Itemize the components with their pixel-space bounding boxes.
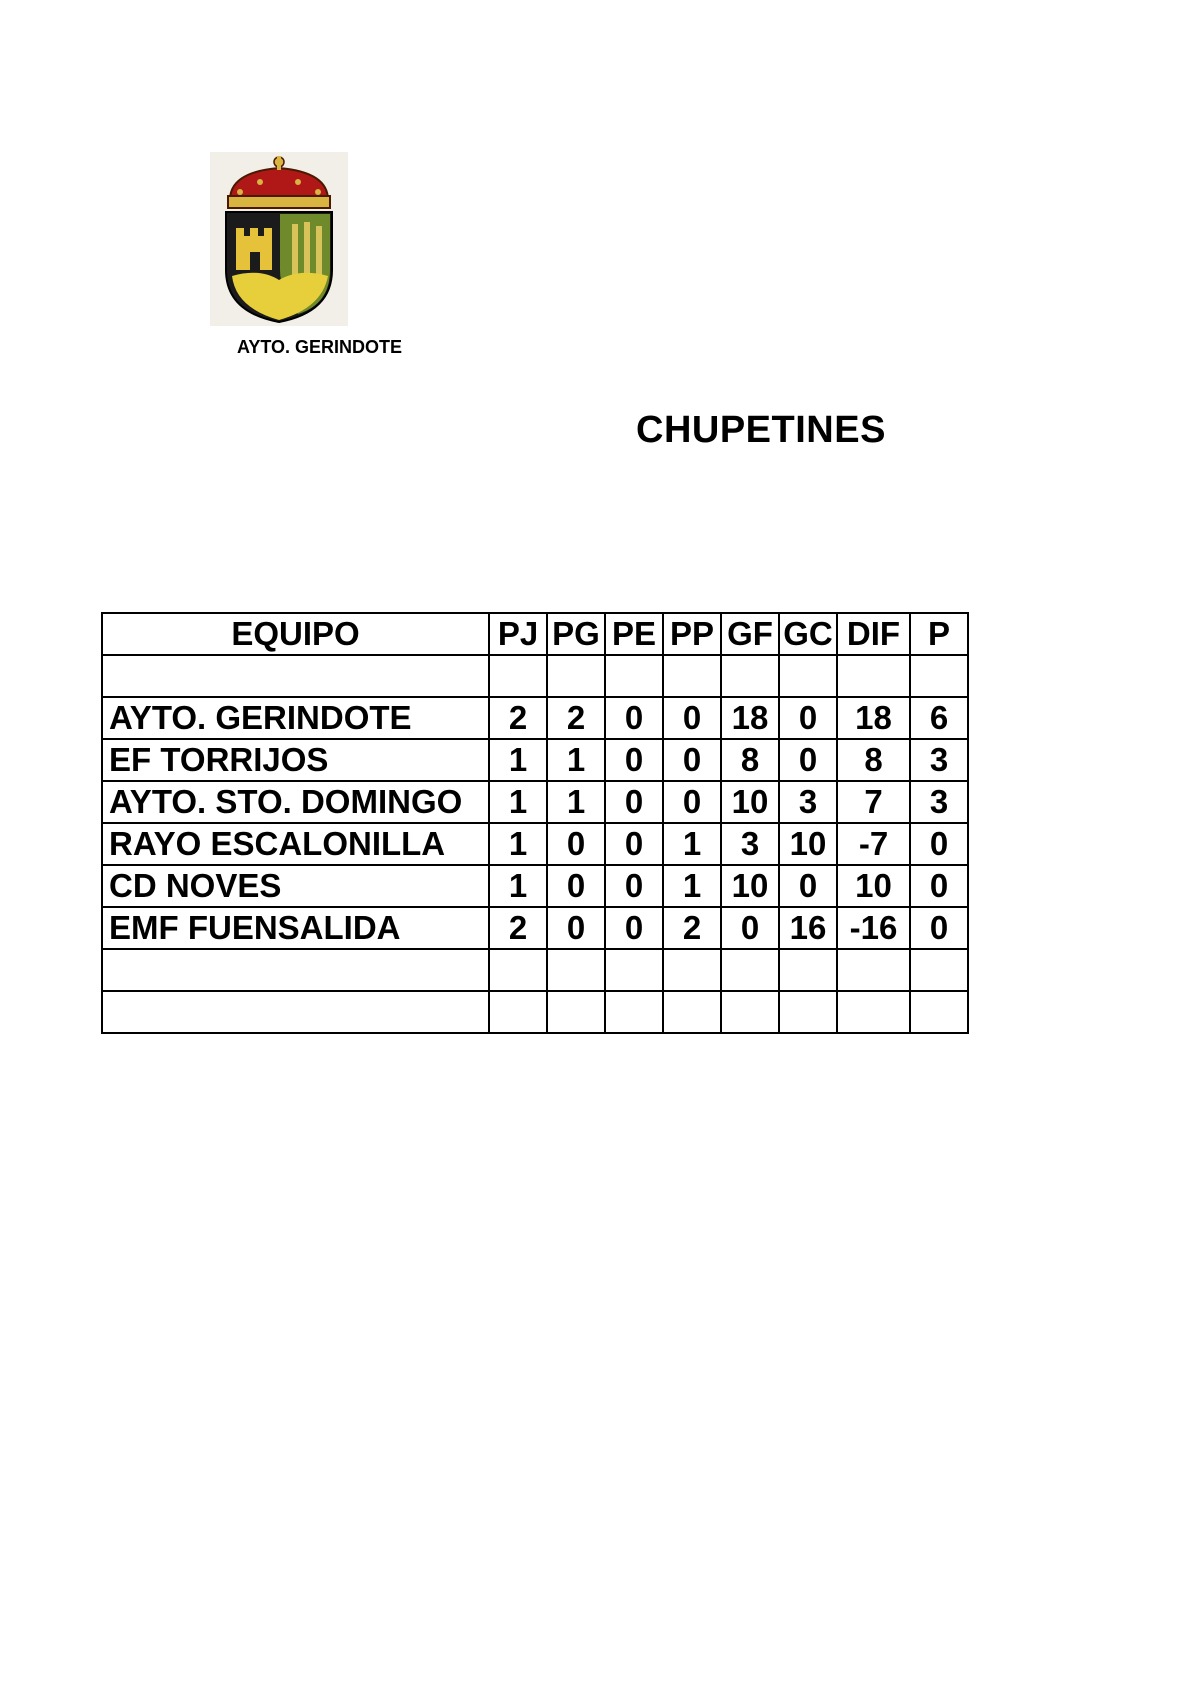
gf-cell <box>721 655 779 697</box>
points-cell: 3 <box>910 781 968 823</box>
gc-cell <box>779 655 837 697</box>
gc-cell: 16 <box>779 907 837 949</box>
table-row <box>102 991 968 1033</box>
pe-cell: 0 <box>605 697 663 739</box>
pj-cell: 2 <box>489 697 547 739</box>
pp-cell: 1 <box>663 865 721 907</box>
points-cell: 6 <box>910 697 968 739</box>
pp-cell <box>663 949 721 991</box>
table-row <box>102 907 968 949</box>
team-cell: CD NOVES <box>102 865 489 907</box>
standings-table <box>101 612 969 1034</box>
gf-cell: 10 <box>721 781 779 823</box>
table-row <box>102 865 968 907</box>
table-row <box>102 781 968 823</box>
header-pj: PJ <box>489 613 547 655</box>
header-pp: PP <box>663 613 721 655</box>
pe-cell: 0 <box>605 865 663 907</box>
points-cell: 0 <box>910 823 968 865</box>
pj-cell: 1 <box>489 823 547 865</box>
gc-cell <box>779 991 837 1033</box>
team-cell: EMF FUENSALIDA <box>102 907 489 949</box>
gc-cell <box>779 949 837 991</box>
team-cell <box>102 949 489 991</box>
gf-cell: 18 <box>721 697 779 739</box>
pp-cell: 1 <box>663 823 721 865</box>
pg-cell <box>547 655 605 697</box>
team-cell <box>102 655 489 697</box>
team-cell: EF TORRIJOS <box>102 739 489 781</box>
pg-cell: 0 <box>547 865 605 907</box>
dif-cell: 10 <box>837 865 910 907</box>
gc-cell: 10 <box>779 823 837 865</box>
pg-cell <box>547 991 605 1033</box>
table-header-row <box>102 613 968 655</box>
header-gc: GC <box>779 613 837 655</box>
table-row <box>102 949 968 991</box>
pg-cell: 1 <box>547 739 605 781</box>
pe-cell: 0 <box>605 823 663 865</box>
gc-cell: 0 <box>779 739 837 781</box>
pj-cell <box>489 655 547 697</box>
table-row <box>102 655 968 697</box>
page-title: CHUPETINES <box>636 409 886 451</box>
gc-cell: 0 <box>779 865 837 907</box>
pg-cell <box>547 949 605 991</box>
dif-cell: -16 <box>837 907 910 949</box>
header-equipo: EQUIPO <box>102 613 489 655</box>
pg-cell: 2 <box>547 697 605 739</box>
gf-cell: 10 <box>721 865 779 907</box>
crest-caption: AYTO. GERINDOTE <box>237 337 403 357</box>
team-cell: RAYO ESCALONILLA <box>102 823 489 865</box>
header-pe: PE <box>605 613 663 655</box>
pj-cell: 1 <box>489 781 547 823</box>
team-cell <box>102 991 489 1033</box>
pe-cell <box>605 991 663 1033</box>
gc-cell: 0 <box>779 697 837 739</box>
gf-cell <box>721 949 779 991</box>
pp-cell <box>663 655 721 697</box>
dif-cell: 7 <box>837 781 910 823</box>
pe-cell: 0 <box>605 739 663 781</box>
gf-cell: 8 <box>721 739 779 781</box>
dif-cell: -7 <box>837 823 910 865</box>
gf-cell: 3 <box>721 823 779 865</box>
pp-cell: 0 <box>663 739 721 781</box>
points-cell <box>910 991 968 1033</box>
team-cell: AYTO. STO. DOMINGO <box>102 781 489 823</box>
pg-cell: 1 <box>547 781 605 823</box>
municipal-crest-logo <box>210 152 348 326</box>
pp-cell <box>663 991 721 1033</box>
pe-cell: 0 <box>605 907 663 949</box>
pe-cell <box>605 949 663 991</box>
dif-cell <box>837 949 910 991</box>
dif-cell: 18 <box>837 697 910 739</box>
pp-cell: 0 <box>663 697 721 739</box>
header-pg: PG <box>547 613 605 655</box>
points-cell: 0 <box>910 865 968 907</box>
pj-cell <box>489 949 547 991</box>
header-dif: DIF <box>837 613 910 655</box>
pe-cell: 0 <box>605 781 663 823</box>
gf-cell: 0 <box>721 907 779 949</box>
table-row <box>102 823 968 865</box>
pp-cell: 0 <box>663 781 721 823</box>
points-cell <box>910 655 968 697</box>
pj-cell: 2 <box>489 907 547 949</box>
pe-cell <box>605 655 663 697</box>
points-cell <box>910 949 968 991</box>
header-gf: GF <box>721 613 779 655</box>
team-cell: AYTO. GERINDOTE <box>102 697 489 739</box>
dif-cell: 8 <box>837 739 910 781</box>
header-p: P <box>910 613 968 655</box>
pg-cell: 0 <box>547 823 605 865</box>
table-row <box>102 739 968 781</box>
dif-cell <box>837 991 910 1033</box>
dif-cell <box>837 655 910 697</box>
points-cell: 3 <box>910 739 968 781</box>
pj-cell: 1 <box>489 865 547 907</box>
points-cell: 0 <box>910 907 968 949</box>
gf-cell <box>721 991 779 1033</box>
gc-cell: 3 <box>779 781 837 823</box>
pj-cell: 1 <box>489 739 547 781</box>
crest-shield-icon <box>210 152 348 326</box>
pp-cell: 2 <box>663 907 721 949</box>
table-row <box>102 697 968 739</box>
pj-cell <box>489 991 547 1033</box>
pg-cell: 0 <box>547 907 605 949</box>
